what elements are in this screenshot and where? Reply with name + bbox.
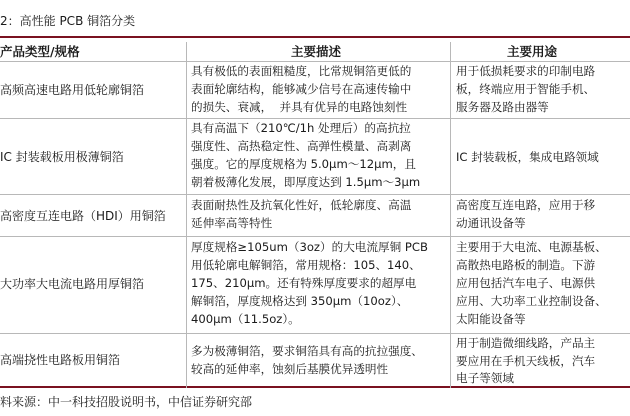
row-description-line: 400μm（11.5oz）。 xyxy=(191,312,300,326)
row-description-line: 表面耐热性及抗氧化性好，低轮廓度、高温 xyxy=(191,198,412,212)
row-rule-2 xyxy=(0,194,630,195)
row-type: 高密度互连电路（HDI）用铜箔 xyxy=(0,209,166,223)
row-type: IC 封装载板用极薄铜箔 xyxy=(0,150,124,164)
row-description-line: 的损失、衰减， 并具有优异的电路蚀刻性 xyxy=(191,100,408,114)
row-usage-line: 高散热电路板的制造。下游 xyxy=(456,258,596,272)
row-usage-line: 服务器及路由器等 xyxy=(456,100,549,114)
row-description-line: 解铜箔，厚度规格达到 350μm（10oz）、 xyxy=(191,294,409,308)
row-usage-line: 用于制造微细线路，产品主 xyxy=(456,336,596,350)
top-rule xyxy=(0,36,630,38)
row-usage-line: 要应用在手机天线板，汽车 xyxy=(456,354,596,368)
row-description-line: 表面轮廓结构，能够减少信号在高速传输中 xyxy=(191,82,412,96)
row-usage-line: 电子等领域 xyxy=(456,371,514,385)
row-usage-line: 应用包括汽车电子、电源供 xyxy=(456,276,596,290)
row-description-line: 强度性、高热稳定性、高弹性模量、高剥离 xyxy=(191,139,412,153)
header-description: 主要描述 xyxy=(291,44,342,59)
source-note: 料来源：中一科技招股说明书，中信证券研究部 xyxy=(0,395,253,409)
row-type: 高端挠性电路板用铜箔 xyxy=(0,353,121,367)
row-type: 高频高速电路用低轮廓铜箔 xyxy=(0,83,145,97)
bottom-rule xyxy=(0,386,630,388)
row-usage-line: 高密度互连电路，应用于移 xyxy=(456,198,596,212)
row-usage-line: 太阳能设备等 xyxy=(456,312,526,326)
row-description-line: 用低轮廓电解铜箔，常用规格：105、140、 xyxy=(191,258,421,272)
row-description-line: 强度。它的厚度规格为 5.0μm～12μm，且 xyxy=(191,157,416,171)
row-usage-line: 板，终端应用于智能手机、 xyxy=(456,82,596,96)
row-usage-line: 动通讯设备等 xyxy=(456,216,526,230)
row-description-line: 朝着极薄化发展，即厚度达到 1.5μm～3μm xyxy=(191,175,421,189)
row-usage-line: 主要用于大电流、电源基板、 xyxy=(456,240,607,254)
header-usage: 主要用途 xyxy=(507,44,558,59)
row-rule-3 xyxy=(0,236,630,237)
table-caption: 2：高性能 PCB 铜箔分类 xyxy=(0,14,136,28)
row-description-line: 延伸率高等特性 xyxy=(191,216,273,230)
row-description-line: 具有极低的表面粗糙度，比常规铜箔更低的 xyxy=(191,64,412,78)
row-description-line: 具有高温下（210℃/1h 处理后）的高抗拉 xyxy=(191,121,411,135)
header-type: 产品类型/规格 xyxy=(0,44,80,59)
row-description-line: 175、210μm。还有特殊厚度要求的超厚电 xyxy=(191,276,417,290)
row-description-line: 厚度规格≥105um（3oz）的大电流厚铜 PCB xyxy=(191,240,428,254)
row-usage-line: IC 封装载板，集成电路领域 xyxy=(456,150,599,164)
row-description-line: 较高的延伸率，蚀刻后基膜优异透明性 xyxy=(191,362,389,376)
column-divider-2 xyxy=(450,42,451,388)
column-divider-1 xyxy=(186,42,187,388)
row-usage-line: 用于低损耗要求的印制电路 xyxy=(456,64,596,78)
row-description-line: 多为极薄铜箔，要求铜箔具有高的抗拉强度、 xyxy=(191,344,423,358)
row-usage-line: 应用、大功率工业控制设备、 xyxy=(456,294,607,308)
row-type: 大功率大电流电路用厚铜箔 xyxy=(0,277,145,291)
